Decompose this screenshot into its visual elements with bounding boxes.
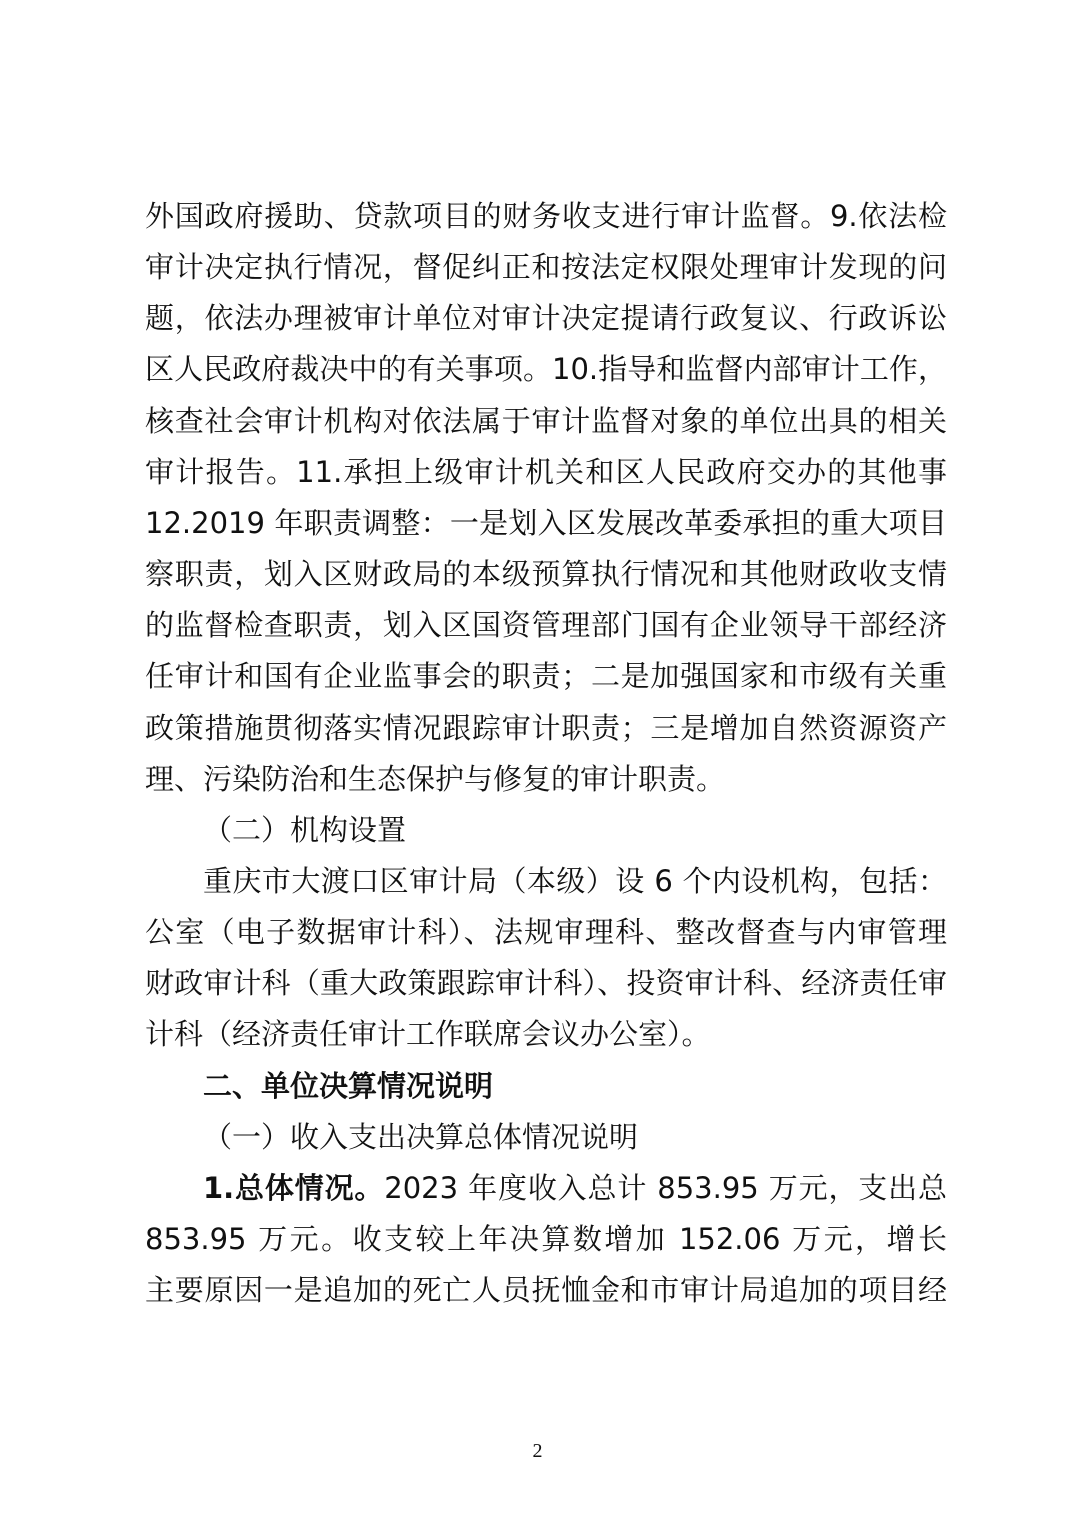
text-line xyxy=(203,861,947,901)
text-segment: 政策措施贯彻落实情况跟踪审计职责；三是增加自然资源资产 xyxy=(145,710,947,745)
text-segment: 12.2019 年职责调整：一是划入区发展改革委承担的重大项目 xyxy=(145,505,947,540)
text-line xyxy=(145,1219,947,1259)
text-line xyxy=(145,912,947,952)
page-number: 2 xyxy=(532,1440,543,1462)
text-segment: 853.95 万元。收支较上年决算数增加 152.06 万元，增长 xyxy=(145,1222,947,1256)
text-segment: 核查社会审计机构对依法属于审计监督对象的单位出具的相关 xyxy=(145,403,947,438)
text-segment: 公室（电子数据审计科）、法规审理科、整改督查与内审管理 xyxy=(145,915,947,950)
text-segment: （一）收入支出决算总体情况说明 xyxy=(203,1119,639,1154)
text-line xyxy=(145,1014,947,1054)
text-line xyxy=(203,1117,947,1157)
bold-text: 1.总体情况。 xyxy=(203,1170,385,1205)
text-segment: 题，依法办理被审计单位对审计决定提请行政复议、行政诉讼 xyxy=(145,301,947,336)
text-line xyxy=(145,247,947,287)
text-line xyxy=(145,503,947,543)
text-line xyxy=(145,708,947,748)
text-line xyxy=(203,810,947,850)
text-segment: 外国政府援助、贷款项目的财务收支进行审计监督。9.依法检 xyxy=(145,199,947,233)
text-segment: 主要原因一是追加的死亡人员抚恤金和市审计局追加的项目经 xyxy=(145,1273,947,1308)
text-line xyxy=(145,656,947,696)
text-line xyxy=(145,349,947,389)
text-line xyxy=(145,554,947,594)
text-line xyxy=(145,298,947,338)
text-segment: 计科（经济责任审计工作联席会议办公室）。 xyxy=(145,1017,711,1052)
text-segment: 2023 年度收入总计 853.95 万元，支出总 xyxy=(384,1170,947,1205)
text-segment: 审计决定执行情况，督促纠正和按法定权限处理审计发现的问 xyxy=(145,250,947,285)
text-line xyxy=(145,963,947,1003)
text-line xyxy=(145,759,947,799)
text-segment: （二）机构设置 xyxy=(203,812,407,847)
text-line xyxy=(145,452,947,492)
text-segment: 区人民政府裁决中的有关事项。10.指导和监督内部审计工作， xyxy=(145,352,947,387)
text-segment: 任审计和国有企业监事会的职责；二是加强国家和市级有关重 xyxy=(145,659,947,694)
text-segment: 理、污染防治和生态保护与修复的审计职责。 xyxy=(145,761,726,796)
text-segment: 重庆市大渡口区审计局（本级）设 6 个内设机构，包括： xyxy=(203,863,947,898)
text-line xyxy=(145,605,947,645)
text-line xyxy=(203,1168,947,1208)
text-segment: 察职责，划入区财政局的本级预算执行情况和其他财政收支情 xyxy=(145,557,947,592)
text-segment: 财政审计科（重大政策跟踪审计科）、投资审计科、经济责任审 xyxy=(145,966,947,1001)
text-line xyxy=(145,401,947,441)
text-segment: 审计报告。11.承担上级审计机关和区人民政府交办的其他事 xyxy=(145,454,947,489)
text-segment: 的监督检查职责，划入区国资管理部门国有企业领导干部经济 xyxy=(145,608,947,643)
bold-text: 二、单位决算情况说明 xyxy=(203,1068,494,1103)
text-line xyxy=(145,1270,947,1310)
text-line xyxy=(145,196,947,236)
text-line xyxy=(203,1066,947,1106)
